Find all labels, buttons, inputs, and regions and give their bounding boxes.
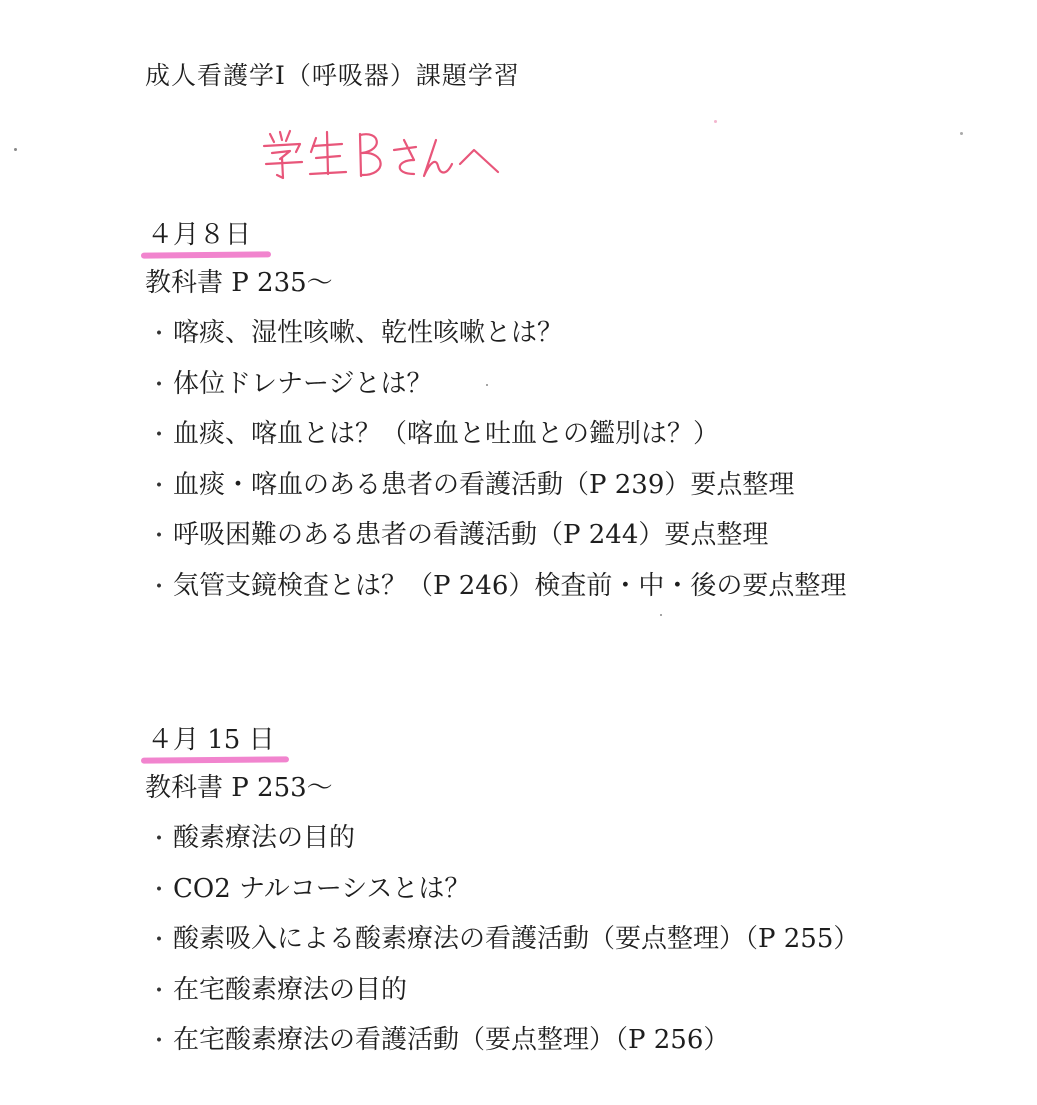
handwritten-note-drawing (256, 120, 506, 190)
textbook-reference: 教科書 P 235～ (145, 268, 333, 298)
list-item (145, 965, 1005, 1016)
list-item-text: CO2 ナルコーシスとは？ (173, 873, 471, 904)
scan-speck (660, 614, 662, 616)
bullet-mark: ・ (147, 372, 170, 398)
scan-speck (486, 384, 488, 386)
section-april-15 (145, 718, 1005, 1066)
list-item-text: 血痰・喀血のある患者の看護活動（P 239）要点整理 (173, 469, 795, 500)
list-item (145, 460, 1005, 511)
date-heading (145, 718, 1005, 763)
date-heading (145, 213, 1005, 258)
item-list (145, 308, 1005, 611)
list-item (145, 914, 1005, 965)
list-item (145, 864, 1005, 915)
bullet-mark: ・ (147, 322, 170, 347)
list-item (145, 1015, 1005, 1066)
list-item (145, 409, 1005, 460)
list-item-text: 在宅酸素療法の看護活動（要点整理）（P 256） (173, 1025, 730, 1055)
list-item-text: 血痰、喀血とは？（喀血と吐血との鑑別は？） (173, 419, 720, 449)
list-item (145, 359, 1005, 410)
list-item (145, 510, 1005, 561)
scan-speck (14, 148, 17, 151)
scan-speck (714, 120, 717, 123)
list-item-text: 酸素療法の目的 (173, 823, 356, 853)
date-highlight (141, 251, 271, 258)
list-item-text: 気管支鏡検査とは？（P 246）検査前・中・後の要点整理 (173, 570, 847, 601)
bullet-mark: ・ (147, 1029, 170, 1054)
bullet-mark: ・ (147, 574, 170, 600)
list-item-text: 呼吸困難のある患者の看護活動（P 244）要点整理 (173, 520, 769, 550)
list-item-text: 在宅酸素療法の目的 (173, 974, 408, 1005)
document-title: 成人看護学Ⅰ（呼吸器）課題学習 (145, 61, 520, 90)
bullet-mark: ・ (147, 978, 170, 1004)
list-item-text: 酸素吸入による酸素療法の看護活動（要点整理）（P 255） (173, 924, 860, 954)
bullet-mark: ・ (147, 827, 170, 852)
list-item (145, 561, 1005, 612)
list-item (145, 308, 1005, 359)
date-text: ４月 15 日 (147, 725, 275, 755)
bullet-mark: ・ (147, 423, 170, 448)
scan-speck (960, 132, 963, 135)
bullet-mark: ・ (147, 524, 170, 549)
date-highlight (141, 756, 289, 763)
handwritten-note (256, 120, 506, 190)
list-item-text: 体位ドレナージとは？ (173, 368, 433, 399)
list-item (145, 813, 1005, 864)
date-text: ４月８日 (147, 220, 252, 250)
textbook-reference: 教科書 P 253～ (145, 773, 333, 803)
bullet-mark: ・ (147, 928, 170, 953)
bullet-mark: ・ (147, 877, 170, 903)
section-april-8 (145, 213, 1005, 611)
list-item-text: 喀痰、湿性咳嗽、乾性咳嗽とは？ (173, 318, 564, 348)
item-list (145, 813, 1005, 1066)
bullet-mark: ・ (147, 473, 170, 499)
